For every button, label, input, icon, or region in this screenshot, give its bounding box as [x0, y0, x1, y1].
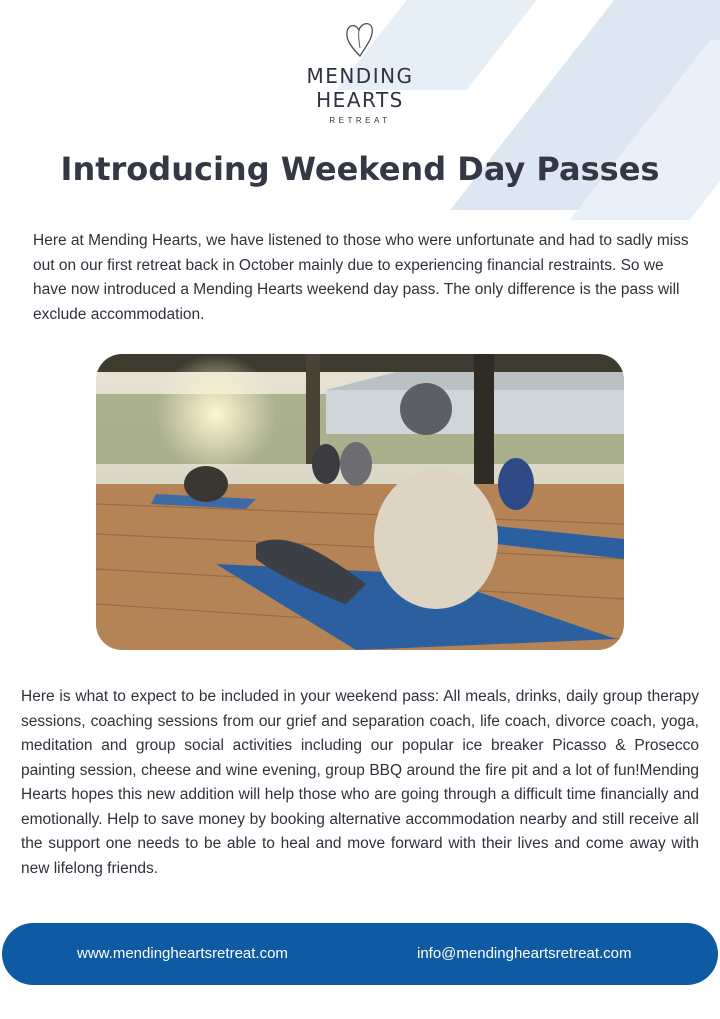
details-paragraph: Here is what to expect to be included in your weekend pass: All meals, drinks, daily group therapy sessions, coaching sessions from our grief and separation coach, life coach, divorce coach, yoga, meditation and group social activities including our popular ice breaker Picasso & Prosecco painting session, cheese and wine evening, group BBQ around the fire pit and a lot of fun!Mending Hearts hopes this new addition will help those who are going through a difficult time financially and emotionally. Help to save money by booking alternative accommodation nearby and still receive all the support one needs to be able to heal and move forward with their lives and come away with new lifelong friends. — [21, 688, 699, 877]
logo-line-mending: MENDING — [306, 64, 414, 88]
intro-paragraph: Here at Mending Hearts, we have listened to those who were unfortunate and had to sadly miss out on our first retreat back in October mainly due to experiencing financial restraints. So we have now introduced a Mending Hearts weekend day pass. The only difference is the pass will exclude accommodation. — [33, 232, 689, 323]
heart-outline-icon — [343, 18, 377, 60]
logo — [0, 18, 720, 125]
yoga-class-photo — [96, 354, 624, 650]
contact-footer — [2, 923, 718, 985]
logo-line-retreat: RETREAT — [329, 116, 391, 125]
email-link[interactable]: info@mendingheartsretreat.com — [417, 945, 632, 962]
page-title: Introducing Weekend Day Passes — [60, 150, 660, 188]
logo-line-hearts: HEARTS — [316, 88, 404, 112]
website-link[interactable]: www.mendingheartsretreat.com — [77, 945, 288, 962]
